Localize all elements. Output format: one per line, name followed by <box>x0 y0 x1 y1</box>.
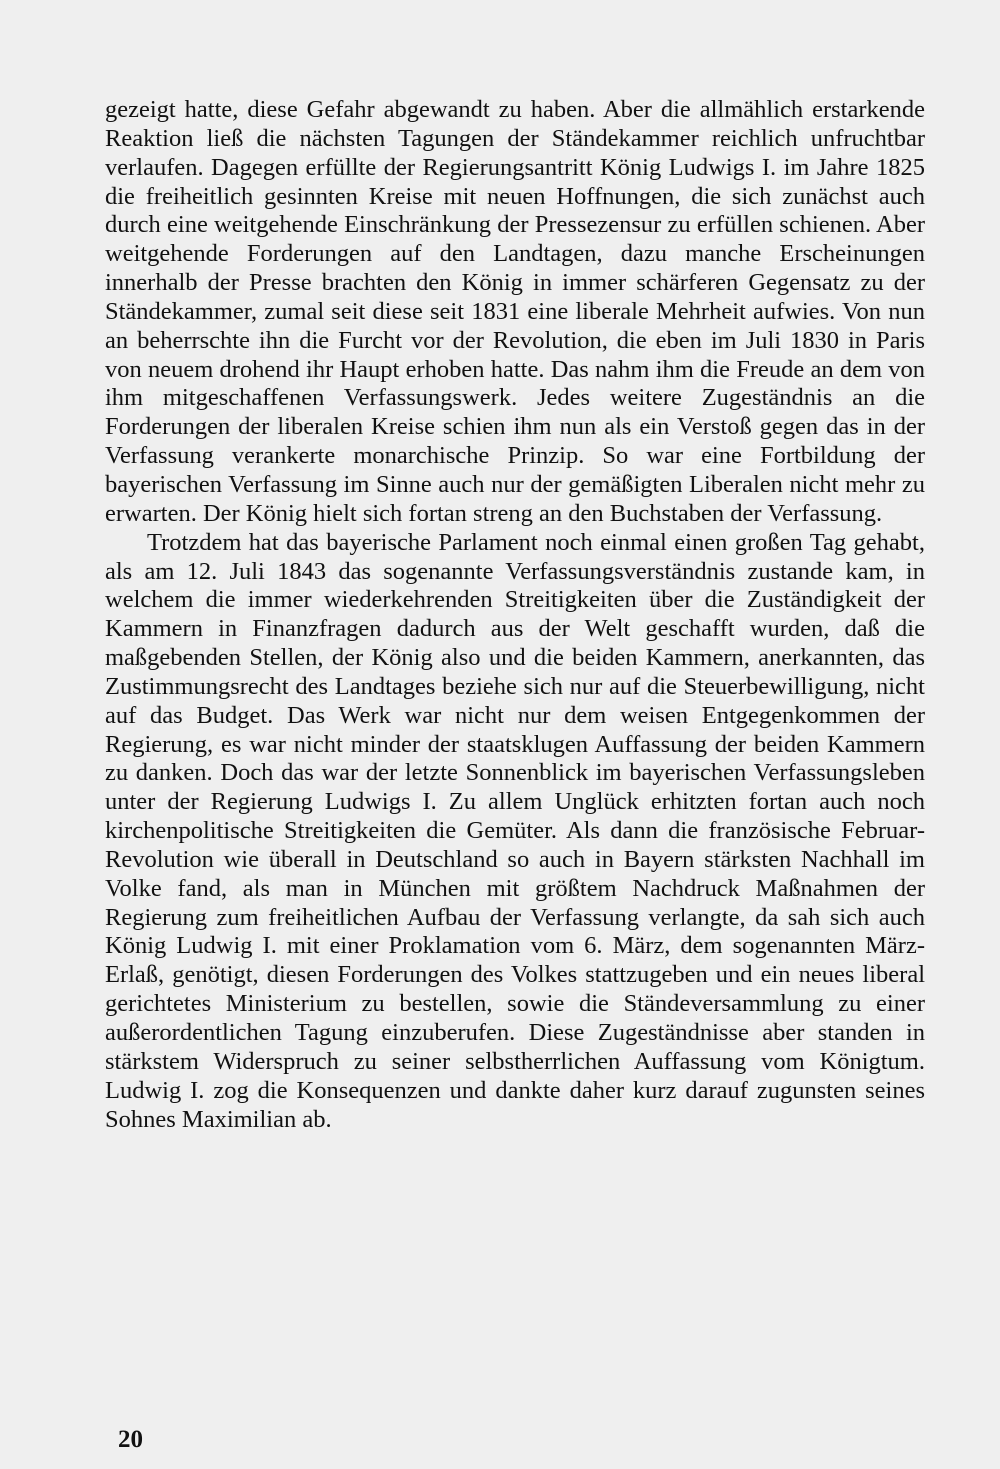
paragraph-2: Trotzdem hat das bayerische Parlament noch einmal einen großen Tag gehabt, als am 12. Juli 1843 das sogenannte Verfassungsverständnis zustande kam, in welchem die immer wiederkehrenden Streitigkeiten über die Zuständigkeit der Kammern in Finanzfragen dadurch aus der Welt geschafft wurden, daß die maßgebenden Stellen, der König also und die beiden Kammern, anerkannten, das Zustimmungsrecht des Landtages beziehe sich nur auf die Steuerbewilligung, nicht auf das Budget. Das Werk war nicht nur dem weisen Entgegenkommen der Regierung, es war nicht minder der staatsklugen Auffassung der beiden Kammern zu danken. Doch das war der letzte Sonnenblick im bayerischen Verfassungsleben unter der Regierung Ludwigs I. Zu allem Unglück erhitzten fortan auch noch kirchenpolitische Streitigkeiten die Gemüter. Als dann die französische Februar-Revolution wie überall in Deutschland so auch in Bayern stärksten Nachhall im Volke fand, als man in München mit größtem Nachdruck Maßnahmen der Regierung zum freiheitlichen Aufbau der Verfassung verlangte, da sah sich auch König Ludwig I. mit einer Proklamation vom 6. März, dem sogenannten März-Erlaß, genötigt, diesen Forderungen des Volkes stattzugeben und ein neues liberal gerichtetes Ministerium zu bestellen, sowie die Ständeversammlung zu einer außerordentlichen Tagung einzuberufen. Diese Zugeständnisse aber standen in stärkstem Widerspruch zu seiner selbstherrlichen Auffassung vom Königtum. Ludwig I. zog die Konsequenzen und dankte daher kurz darauf zugunsten seines Sohnes Maximilian ab. <box>105 528 925 1133</box>
page-number: 20 <box>118 1426 143 1453</box>
paragraph-1: gezeigt hatte, diese Gefahr abgewandt zu haben. Aber die allmählich erstarkende Reaktion ließ die nächsten Tagungen der Ständekammer reichlich unfruchtbar verlaufen. Dagegen erfüllte der Regierungsantritt König Ludwigs I. im Jahre 1825 die freiheitlich gesinnten Kreise mit neuen Hoffnungen, die sich zunächst auch durch eine weitgehende Einschränkung der Pressezensur zu erfüllen schienen. Aber weitgehende Forderungen auf den Landtagen, dazu manche Erscheinungen innerhalb der Presse brachten den König in immer schärferen Gegensatz zu der Ständekammer, zumal seit diese seit 1831 eine liberale Mehrheit aufwies. Von nun an beherrschte ihn die Furcht vor der Revolution, die eben im Juli 1830 in Paris von neuem drohend ihr Haupt erhoben hatte. Das nahm ihm die Freude an dem von ihm mitgeschaffenen Verfassungswerk. Jedes weitere Zugeständnis an die Forderungen der liberalen Kreise schien ihm nun als ein Verstoß gegen das in der Verfassung verankerte monarchische Prinzip. So war eine Fortbildung der bayerischen Verfassung im Sinne auch nur der gemäßigten Liberalen nicht mehr zu erwarten. Der König hielt sich fortan streng an den Buchstaben der Verfassung. <box>105 96 925 527</box>
body-text <box>105 96 925 1134</box>
